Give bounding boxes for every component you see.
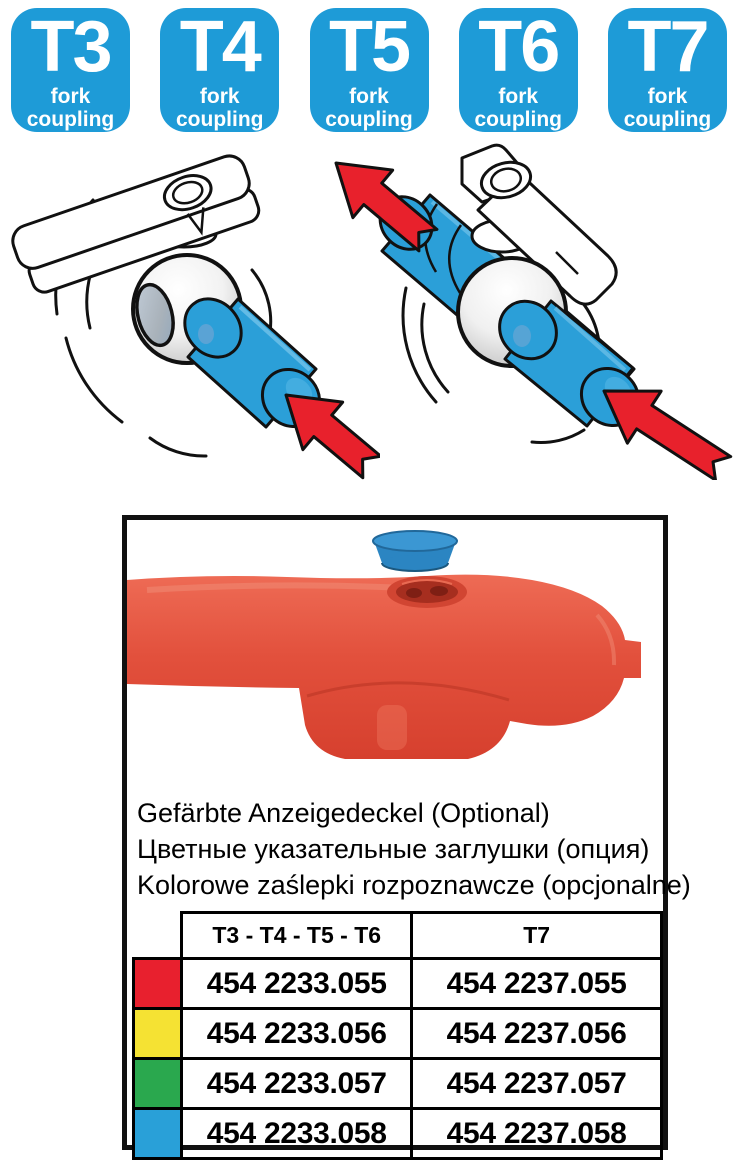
part-number-cell: 454 2237.056 [412, 1009, 662, 1059]
table-row [134, 1059, 662, 1109]
table-row [134, 959, 662, 1009]
optional-caps-infobox [122, 515, 691, 1150]
badge-label-line2: coupling [474, 108, 562, 131]
part-number-cell: 454 2233.056 [182, 1009, 412, 1059]
color-swatch-yellow [134, 1009, 182, 1059]
badge-t5 [310, 8, 429, 132]
badge-t7 [608, 8, 727, 132]
badge-t3 [11, 8, 130, 132]
badge-label-line2: coupling [325, 108, 413, 131]
color-swatch-green [134, 1059, 182, 1109]
header-spacer-cell [134, 913, 182, 959]
indicator-cap-recess [387, 576, 467, 608]
badge-label-line1: fork [349, 85, 389, 108]
coupling-badge-row [11, 8, 727, 132]
blue-indicator-cap [373, 531, 457, 571]
column-header-t3-t6: T3 - T4 - T5 - T6 [182, 913, 412, 959]
part-number-cell: 454 2237.057 [412, 1059, 662, 1109]
badge-label-line1: fork [647, 85, 688, 108]
badge-label-line2: coupling [176, 108, 264, 131]
part-number-cell: 454 2237.058 [412, 1109, 662, 1159]
column-header-t7: T7 [412, 913, 662, 959]
table-row [134, 1109, 662, 1159]
caption-de: Gefärbte Anzeigedeckel (Optional) [137, 798, 550, 828]
badge-t4 [160, 8, 279, 132]
part-number-cell: 454 2233.055 [182, 959, 412, 1009]
red-valve-handle [127, 575, 641, 759]
diagram-valve-through-coupling [320, 140, 738, 485]
table-header-row [134, 913, 662, 959]
badge-label-line1: fork [199, 85, 240, 108]
badge-code: T3 [30, 7, 111, 87]
badge-label-line2: coupling [26, 108, 115, 131]
table-row [134, 1009, 662, 1059]
badge-label-line1: fork [498, 85, 539, 108]
caption-pl: Kolorowe zaślepki rozpoznawcze (opcjonalne) [137, 870, 691, 900]
badge-code: T7 [627, 7, 708, 87]
color-swatch-blue [134, 1109, 182, 1159]
badge-label-line1: fork [50, 85, 91, 108]
valve-drawing-right [320, 140, 738, 480]
part-number-cell: 454 2233.057 [182, 1059, 412, 1109]
badge-label-line2: coupling [623, 108, 712, 131]
color-swatch-red [134, 959, 182, 1009]
handle-photo [127, 520, 663, 782]
badge-code: T6 [478, 7, 559, 87]
caption-ru: Цветные указательные заглушки (опция) [137, 834, 650, 864]
caption-block [127, 787, 691, 903]
part-number-cell: 454 2237.055 [412, 959, 662, 1009]
badge-t6 [459, 8, 578, 132]
part-number-table [132, 911, 663, 1160]
part-number-cell: 454 2233.058 [182, 1109, 412, 1159]
badge-code: T5 [328, 7, 410, 87]
badge-code: T4 [179, 7, 260, 87]
